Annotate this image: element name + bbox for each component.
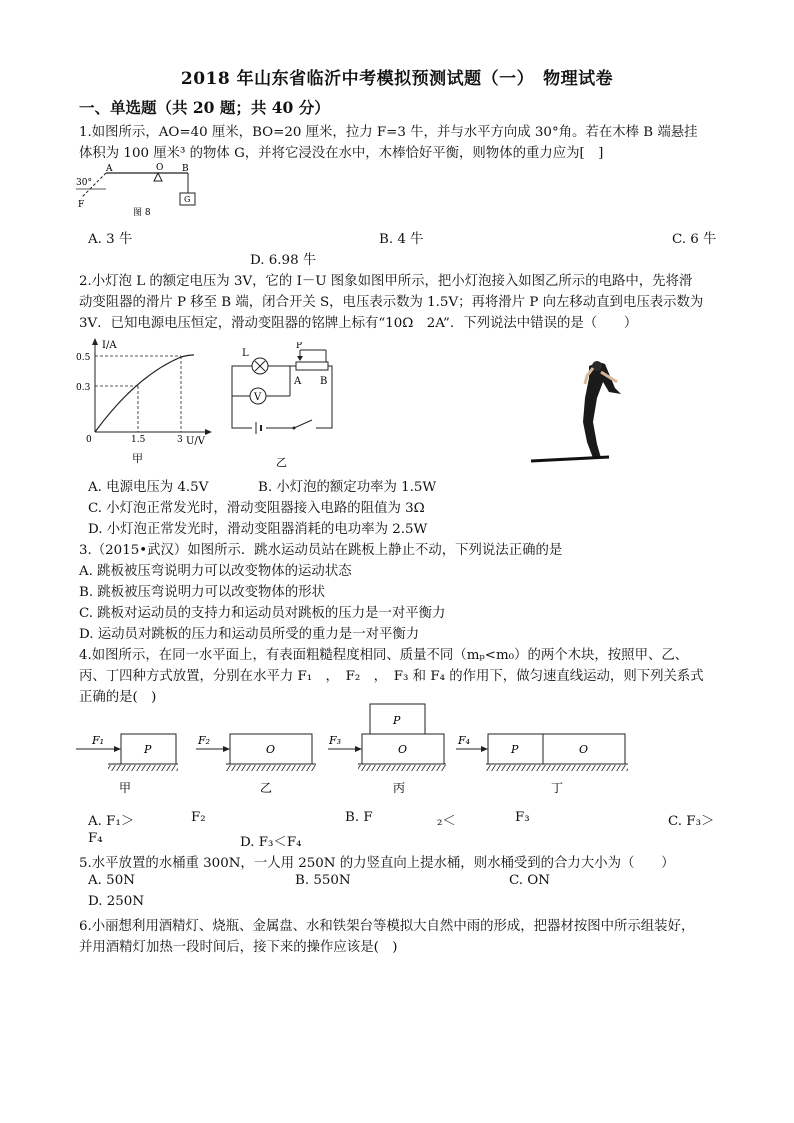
- q4-line1: 4.如图所示，在同一水平面上，有表面粗糙程度相同、质量不同（mₚ<m₀）的两个木块，按照甲、乙、: [79, 648, 689, 663]
- q2-iu-graph: [76, 336, 216, 466]
- q2-line1: 2.小灯泡 L 的额定电压为 3V，它的 I－U 图象如图甲所示，把小灯泡接入如图乙所示的电路中，先将滑: [79, 274, 693, 289]
- q4-label-f1: F₁: [92, 734, 105, 747]
- q6-line2: 并用酒精灯加热一段时间后，接下来的操作应该是( ): [79, 940, 398, 955]
- q5-option-a[interactable]: A. 50N: [88, 873, 135, 888]
- q4-option-c[interactable]: C. F₃＞: [668, 814, 715, 829]
- q4-line2: 丙、丁四种方式放置，分别在水平力 F₁ ， F₂ ， F₃ 和 F₄ 的作用下，做匀速直线运动，则下列关系式: [79, 669, 704, 684]
- q4-blocks-figure: [76, 700, 636, 800]
- q1-line2: 体积为 100 厘米³ 的物体 G，并将它浸没在水中，木棒恰好平衡，则物体的重力应为[ ]: [79, 146, 604, 161]
- q1-option-c[interactable]: C. 6 牛: [672, 232, 717, 247]
- q4-block-o-3: O: [398, 743, 408, 756]
- q1-label-f: F: [78, 200, 85, 210]
- q2-circuit-figure: [230, 342, 350, 468]
- q2-label-p: P: [296, 342, 303, 351]
- q2-tick-x-0: 0: [86, 435, 92, 445]
- q1-label-o: O: [156, 163, 164, 173]
- q2-x-axis-label: U/V: [186, 436, 206, 447]
- q4-label-f4: F₄: [458, 734, 471, 747]
- q5-option-b[interactable]: B. 550N: [295, 873, 351, 888]
- q4-option-b[interactable]: B. F: [345, 810, 373, 825]
- q5-option-d[interactable]: D. 250N: [88, 894, 145, 909]
- q2-graph-caption: 甲: [132, 452, 143, 465]
- q2-option-d[interactable]: D. 小灯泡正常发光时，滑动变阻器消耗的电功率为 2.5W: [88, 522, 428, 537]
- q4-label-f3: F₃: [329, 734, 342, 747]
- q2-line3: 3V．已知电源电压恒定，滑动变阻器的铭牌上标有“10Ω 2A”．下列说法中错误的是（ ）: [79, 316, 638, 331]
- q4-option-c-term: F₄: [88, 831, 103, 846]
- q1-line1: 1.如图所示，AO=40 厘米，BO=20 厘米，拉力 F=3 牛，并与水平方向成 30°角。若在木棒 B 端悬挂: [79, 125, 698, 140]
- q1-lever-figure: [76, 163, 206, 221]
- q4-caption-2: 乙: [260, 781, 273, 795]
- q4-block-p-1: P: [144, 743, 152, 756]
- q4-block-p-3: P: [393, 714, 401, 727]
- q2-label-a: A: [294, 376, 302, 387]
- q1-caption: 图 8: [133, 208, 151, 218]
- q3-option-a[interactable]: A. 跳板被压弯说明力可以改变物体的运动状态: [79, 564, 352, 579]
- q3-option-d[interactable]: D. 运动员对跳板的压力和运动员所受的重力是一对平衡力: [79, 627, 420, 642]
- q4-caption-1: 甲: [119, 781, 132, 795]
- q2-label-b: B: [320, 376, 328, 387]
- q1-label-angle: 30°: [76, 178, 92, 188]
- q4-block-p-4: P: [511, 743, 519, 756]
- q4-option-a-term: F₂: [191, 810, 206, 825]
- q2-tick-x-3: 3: [177, 435, 183, 445]
- q4-option-a[interactable]: A. F₁＞: [88, 814, 135, 829]
- diver-photo: [527, 358, 637, 466]
- q4-option-b-mid: ₂＜: [437, 814, 456, 829]
- section-heading: 一、单选题（共 20 题；共 40 分）: [79, 98, 330, 117]
- q4-label-f2: F₂: [198, 734, 211, 747]
- q4-block-o-2: O: [266, 743, 276, 756]
- q2-option-c[interactable]: C. 小灯泡正常发光时，滑动变阻器接入电路的阻值为 3Ω: [88, 501, 425, 516]
- q3-option-b[interactable]: B. 跳板被压弯说明力可以改变物体的形状: [79, 585, 325, 600]
- q1-option-a[interactable]: A. 3 牛: [88, 232, 133, 247]
- q2-option-b[interactable]: B. 小灯泡的额定功率为 1.5W: [258, 480, 437, 495]
- q5-stem: 5.水平放置的水桶重 300N，一人用 250N 的力竖直向上提水桶，则水桶受到的合力大小为（ ）: [79, 856, 675, 871]
- q3-stem: 3.（2015•武汉）如图所示．跳水运动员站在跳板上静止不动，下列说法正确的是: [79, 543, 563, 558]
- q2-y-axis-label: I/A: [102, 340, 117, 351]
- q2-circuit-caption: 乙: [276, 456, 287, 468]
- q2-tick-x-15: 1.5: [131, 435, 146, 445]
- q2-tick-y-03: 0.3: [76, 383, 91, 393]
- q4-option-d[interactable]: D. F₃＜F₄: [240, 835, 302, 850]
- q1-option-d[interactable]: D. 6.98 牛: [250, 253, 317, 268]
- q4-block-o-4: O: [579, 743, 589, 756]
- q4-line3: 正确的是( ): [79, 690, 157, 705]
- q1-label-g: G: [184, 195, 191, 204]
- q6-line1: 6.小丽想利用酒精灯、烧瓶、金属盘、水和铁架台等模拟大自然中雨的形成，把器材按图中所示组装好，: [79, 919, 695, 934]
- q1-label-a: A: [106, 164, 113, 174]
- q1-label-b: B: [182, 164, 189, 174]
- q1-option-b[interactable]: B. 4 牛: [379, 232, 424, 247]
- q3-option-c[interactable]: C. 跳板对运动员的支持力和运动员对跳板的压力是一对平衡力: [79, 606, 446, 621]
- q4-caption-3: 丙: [393, 781, 406, 795]
- q5-option-c[interactable]: C. ON: [509, 873, 550, 888]
- q2-label-l: L: [242, 348, 249, 359]
- q4-option-b-term: F₃: [515, 810, 530, 825]
- q2-label-v: V: [254, 392, 262, 403]
- page-title: 2018 年山东省临沂中考模拟预测试题（一） 物理试卷: [180, 69, 614, 89]
- q2-line2: 动变阻器的滑片 P 移至 B 端，闭合开关 S，电压表示数为 1.5V；再将滑片 P 向左移动直到电压表示数为: [79, 295, 704, 310]
- q2-tick-y-05: 0.5: [76, 353, 91, 363]
- q2-option-a[interactable]: A. 电源电压为 4.5V: [88, 480, 209, 495]
- q4-caption-4: 丁: [551, 781, 564, 795]
